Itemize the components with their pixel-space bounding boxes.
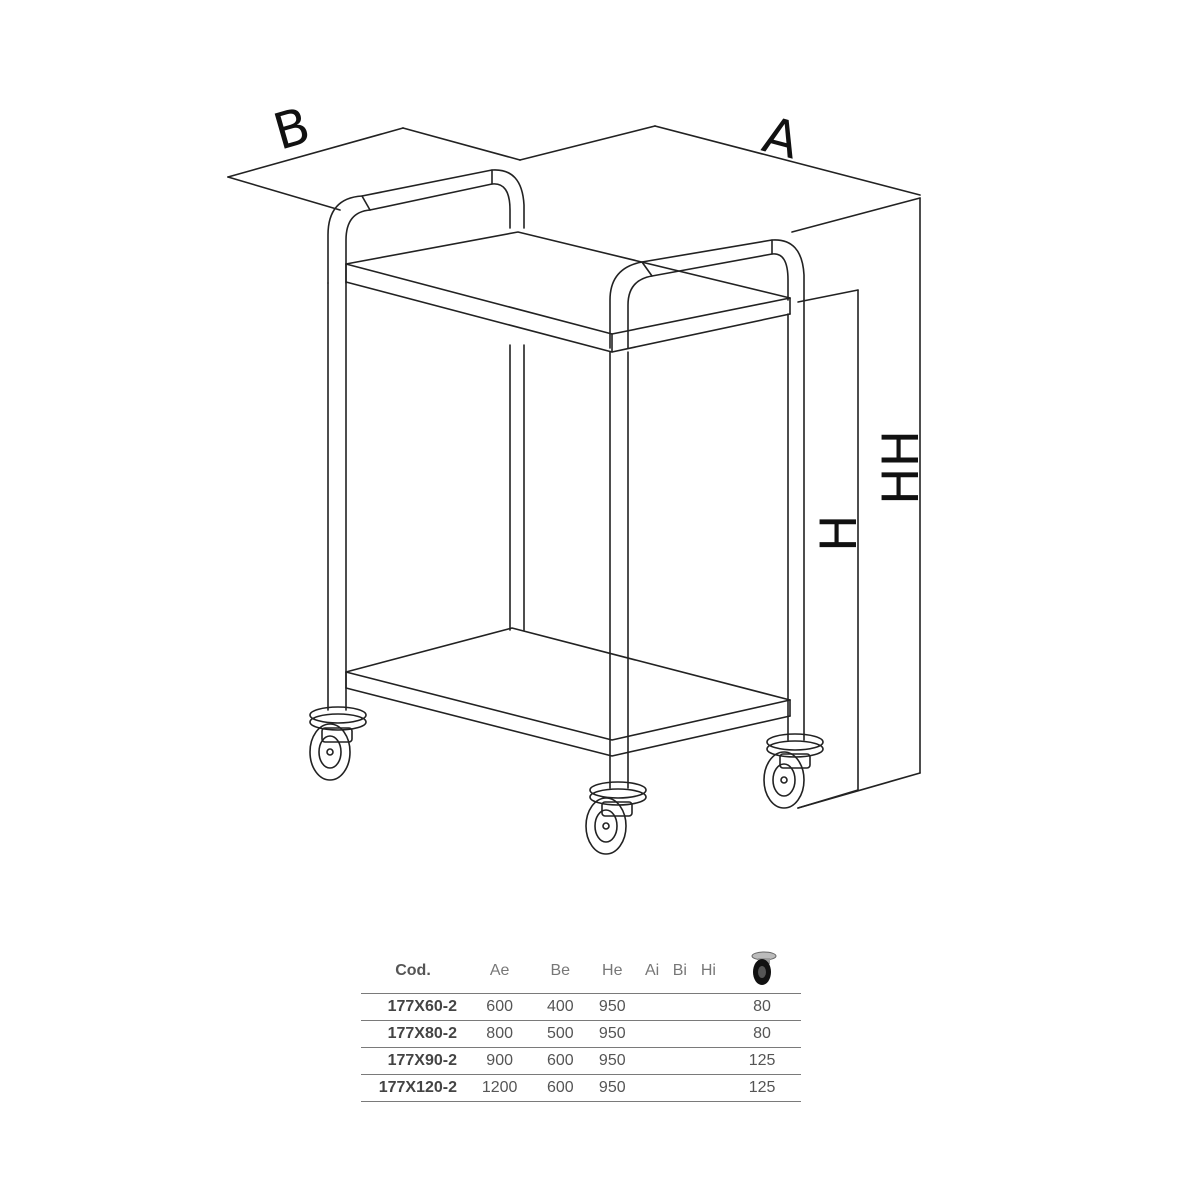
leg-front-center (610, 352, 628, 788)
dimension-b-label: B (267, 96, 317, 162)
caster-center (586, 782, 646, 854)
header-hi: Hi (694, 948, 723, 994)
header-cod: Cod. (361, 948, 465, 994)
spec-header-row (361, 948, 801, 994)
caster-right (764, 734, 823, 808)
cell-hi (694, 994, 723, 1021)
cell-be: 600 (534, 1075, 586, 1102)
cell-ae: 800 (465, 1021, 534, 1048)
leg-front-left (328, 283, 346, 710)
cell-bi (666, 994, 694, 1021)
bottom-shelf (346, 628, 790, 756)
leg-back (510, 345, 524, 630)
header-bi: Bi (666, 948, 694, 994)
cell-be: 600 (534, 1048, 586, 1075)
cell-he: 950 (586, 1075, 638, 1102)
header-ai: Ai (638, 948, 666, 994)
spec-table (361, 948, 801, 1102)
cell-ai (638, 1021, 666, 1048)
cell-code: 177X60-2 (361, 994, 465, 1021)
cell-he: 950 (586, 994, 638, 1021)
cell-code: 177X120-2 (361, 1075, 465, 1102)
cell-hi (694, 1021, 723, 1048)
cell-bi (666, 1021, 694, 1048)
cell-wheel: 80 (723, 1021, 801, 1048)
cell-code: 177X80-2 (361, 1021, 465, 1048)
cell-wheel: 125 (723, 1048, 801, 1075)
header-ae: Ae (465, 948, 534, 994)
dimension-b-line (228, 128, 520, 210)
leg-front-right (788, 300, 804, 740)
cell-hi (694, 1075, 723, 1102)
table-row (361, 1048, 801, 1075)
cell-ae: 1200 (465, 1075, 534, 1102)
cell-he: 950 (586, 1048, 638, 1075)
cell-ai (638, 1075, 666, 1102)
caster-wheel-icon (742, 948, 782, 988)
caster-left (310, 707, 366, 780)
header-wheel (723, 948, 801, 994)
cell-bi (666, 1075, 694, 1102)
handle-left (328, 170, 524, 283)
dimension-hh-label: HH (872, 429, 930, 505)
cell-bi (666, 1048, 694, 1075)
cell-he: 950 (586, 1021, 638, 1048)
dimension-h-label: H (810, 514, 868, 552)
dimension-a-line (520, 126, 920, 232)
top-shelf (346, 232, 790, 352)
table-row (361, 1021, 801, 1048)
cell-ai (638, 994, 666, 1021)
cell-hi (694, 1048, 723, 1075)
cell-be: 500 (534, 1021, 586, 1048)
cell-ai (638, 1048, 666, 1075)
cell-wheel: 80 (723, 994, 801, 1021)
header-be: Be (534, 948, 586, 994)
table-row (361, 994, 801, 1021)
cell-wheel: 125 (723, 1075, 801, 1102)
cell-ae: 900 (465, 1048, 534, 1075)
table-row (361, 1075, 801, 1102)
header-he: He (586, 948, 638, 994)
dimension-a-label: A (756, 105, 805, 171)
cell-code: 177X90-2 (361, 1048, 465, 1075)
cell-be: 400 (534, 994, 586, 1021)
cell-ae: 600 (465, 994, 534, 1021)
